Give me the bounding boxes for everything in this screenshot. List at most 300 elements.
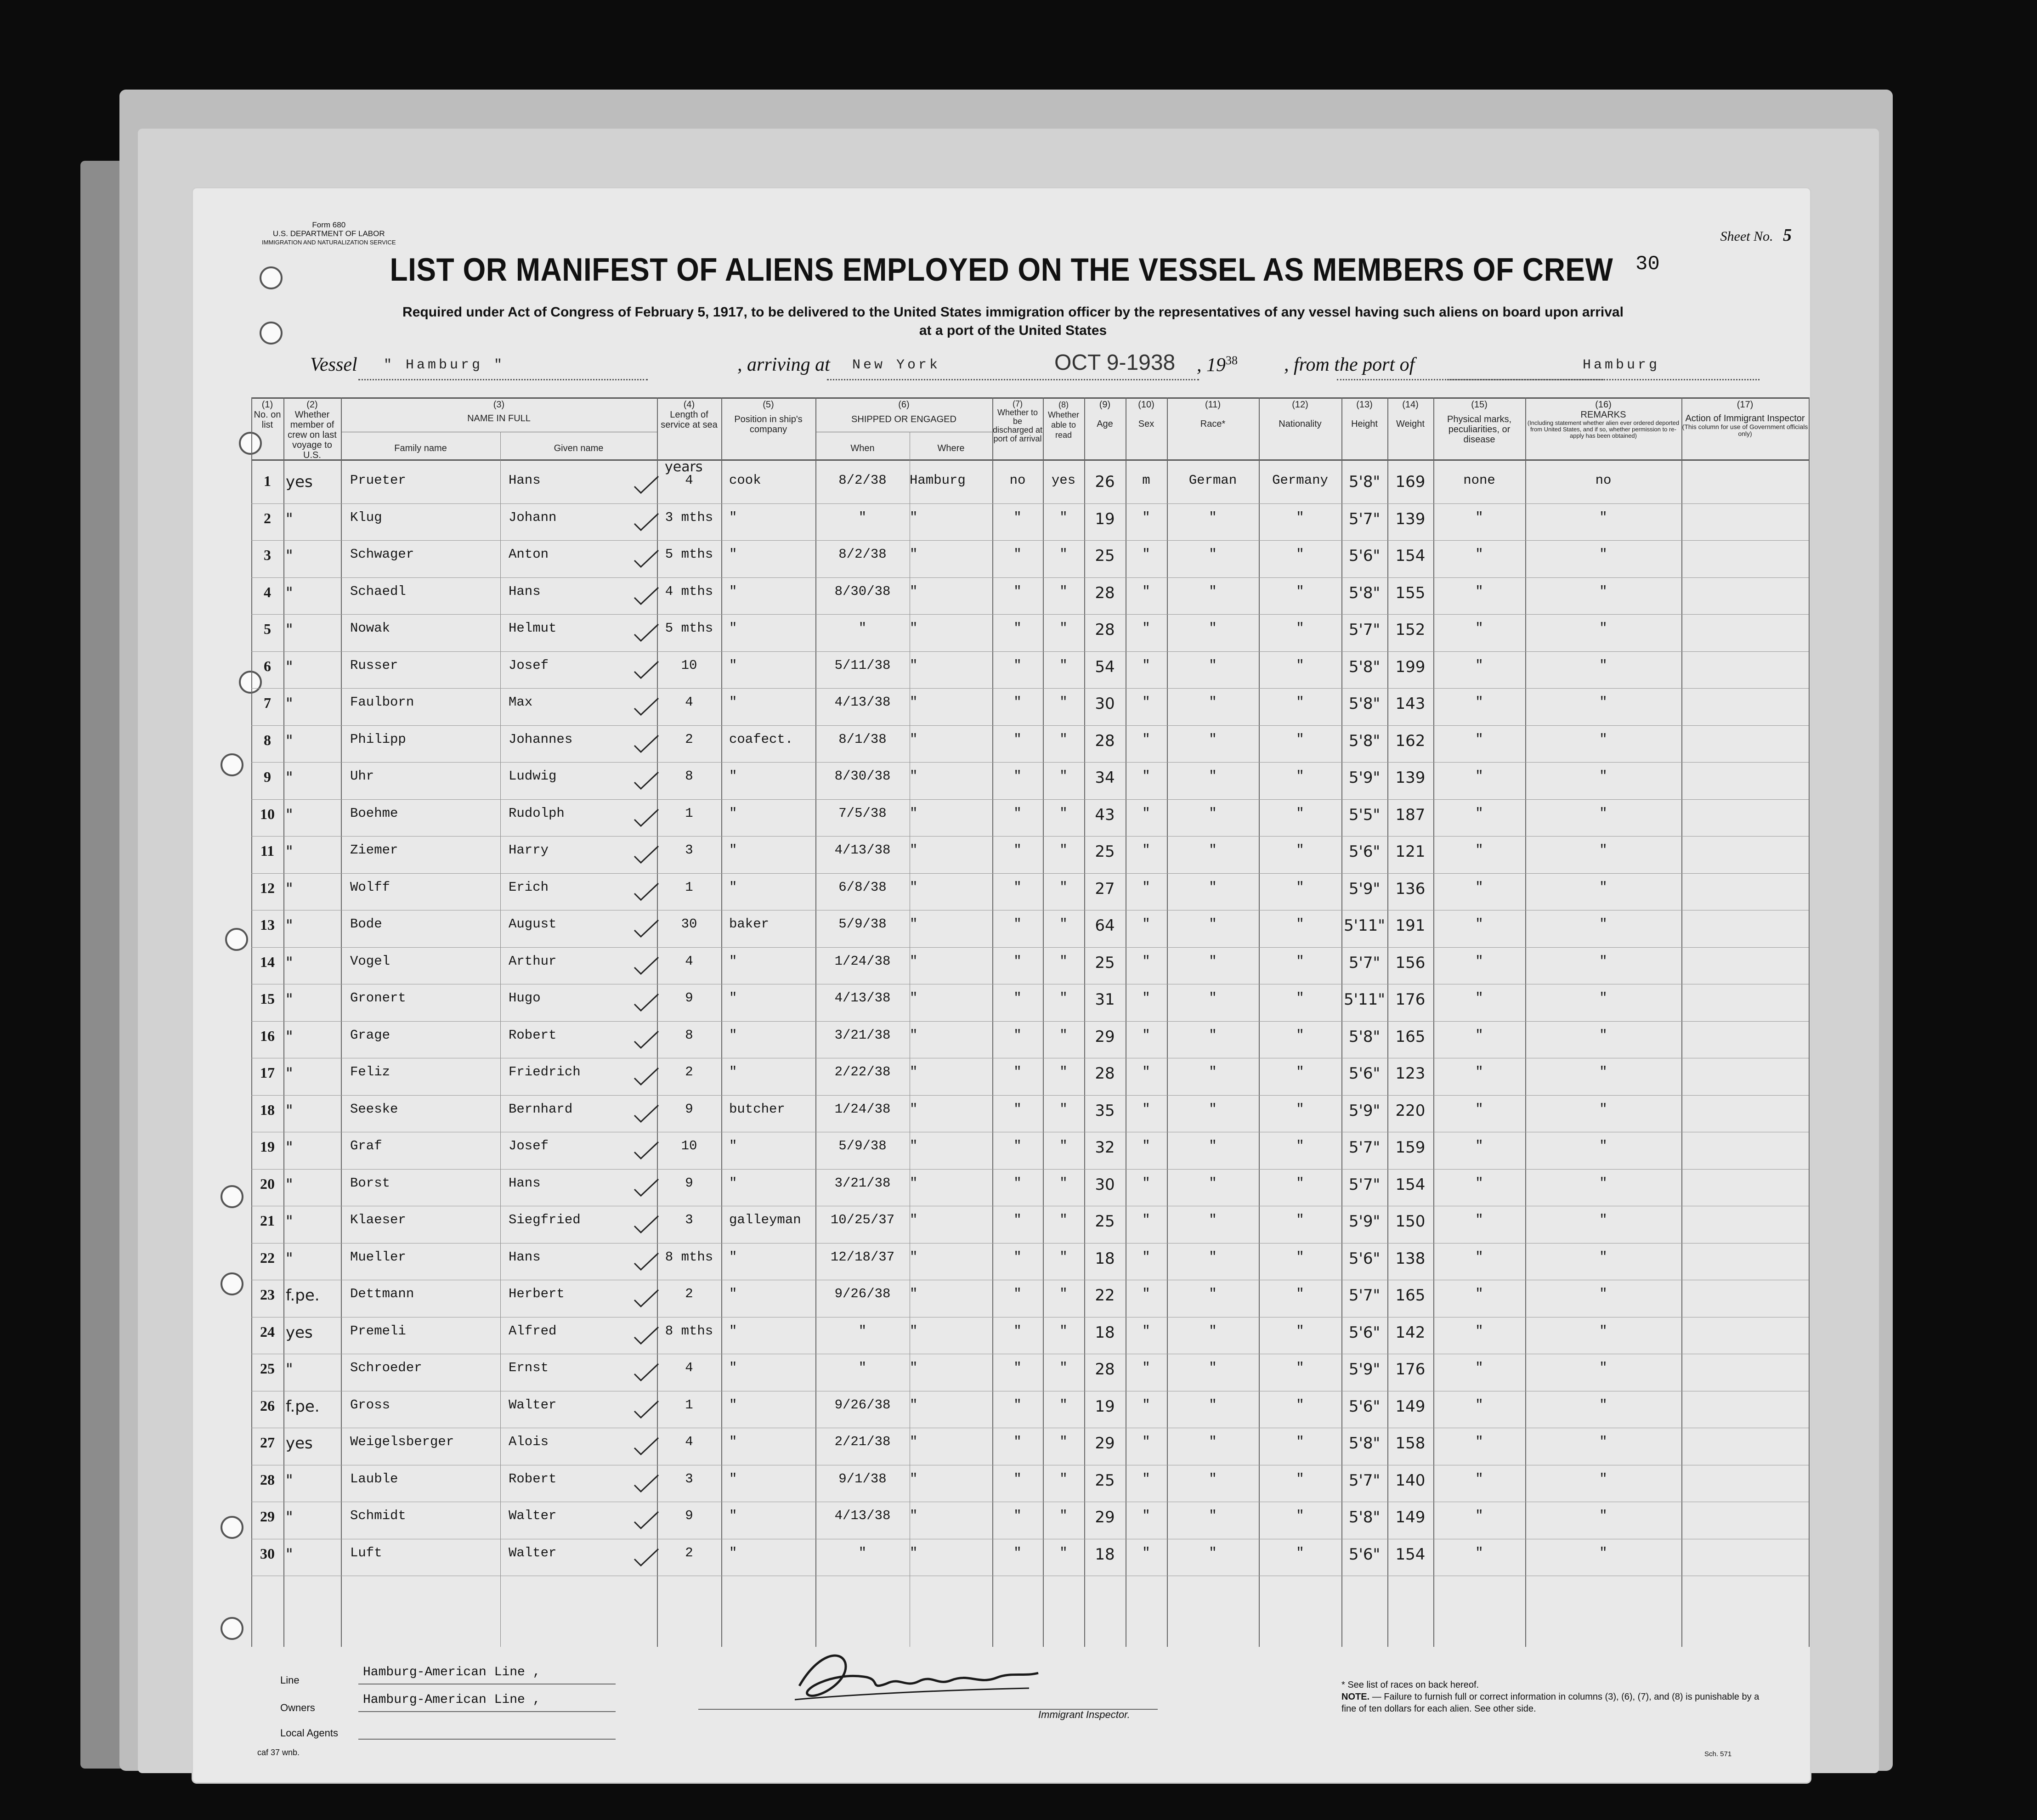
requirement-line-1: Required under Act of Congress of February 5, 1917, to be delivered to the United States immigration officer by the representatives of any vessel having such aliens on board upon arrival bbox=[402, 305, 1624, 320]
cell-family: Klug bbox=[350, 509, 382, 525]
cell-remarks: " bbox=[1599, 1434, 1607, 1449]
cell-race: " bbox=[1209, 1064, 1217, 1080]
cell-family: Dettmann bbox=[350, 1286, 414, 1301]
cell-sex: m bbox=[1142, 473, 1150, 488]
cell-when: 1/24/38 bbox=[834, 1101, 891, 1117]
cell-race: " bbox=[1209, 1471, 1217, 1487]
cell-sex: " bbox=[1142, 1323, 1150, 1339]
header-number: (1) bbox=[261, 400, 273, 410]
vessel-name: " Hamburg " bbox=[384, 357, 505, 373]
cell-where: " bbox=[910, 621, 918, 636]
cell-when: 8/30/38 bbox=[834, 769, 891, 784]
header-number: (9) bbox=[1099, 400, 1111, 410]
header-number: (12) bbox=[1292, 400, 1308, 410]
cell-when: 4/13/38 bbox=[834, 1508, 891, 1523]
cell-marks: " bbox=[1475, 509, 1483, 525]
cell-family: Boehme bbox=[350, 805, 398, 821]
header-number: (8) bbox=[1058, 400, 1069, 409]
cell-service: 1 bbox=[685, 805, 693, 821]
check-mark-icon bbox=[633, 475, 660, 495]
cell-no: 29 bbox=[260, 1508, 275, 1525]
manifest-sheet bbox=[193, 188, 1810, 1782]
cell-nationality: " bbox=[1296, 1212, 1304, 1227]
department-name: U.S. DEPARTMENT OF LABOR bbox=[272, 229, 385, 238]
cell-crew: " bbox=[286, 1360, 293, 1379]
cell-sex: " bbox=[1142, 1471, 1150, 1487]
header-label: Nationality bbox=[1279, 419, 1322, 429]
cell-race: " bbox=[1209, 1286, 1217, 1301]
cell-remarks: " bbox=[1599, 1508, 1607, 1523]
cell-weight: 191 bbox=[1395, 916, 1426, 935]
cell-family: Mueller bbox=[350, 1249, 406, 1265]
cell-position: " bbox=[729, 1138, 737, 1153]
cell-race: " bbox=[1209, 657, 1217, 673]
cell-nationality: " bbox=[1296, 657, 1304, 673]
cell-marks: " bbox=[1475, 1286, 1483, 1301]
cell-discharge: " bbox=[1013, 916, 1022, 932]
cell-no: 10 bbox=[260, 805, 275, 822]
arriving-label: , arriving at bbox=[737, 354, 830, 375]
cell-weight: 142 bbox=[1395, 1323, 1426, 1342]
header-race bbox=[1167, 400, 1259, 429]
cell-given: Walter bbox=[509, 1397, 557, 1413]
cell-marks: " bbox=[1475, 1434, 1483, 1449]
cell-when: 5/9/38 bbox=[838, 1138, 887, 1153]
table-row bbox=[251, 1391, 1809, 1429]
header-label: Weight bbox=[1396, 419, 1425, 429]
cell-height: 5'8" bbox=[1348, 473, 1381, 491]
cell-height: 5'7" bbox=[1348, 953, 1381, 972]
cell-marks: " bbox=[1475, 842, 1483, 858]
cell-family: Luft bbox=[350, 1545, 382, 1560]
cell-remarks: " bbox=[1599, 1545, 1607, 1560]
cell-nationality: " bbox=[1296, 621, 1304, 636]
cell-where: " bbox=[910, 805, 918, 821]
cell-service: 4 bbox=[685, 473, 693, 488]
cell-given: Walter bbox=[509, 1508, 557, 1523]
sheet-number-mark: 5 bbox=[1783, 226, 1792, 245]
cell-weight: 169 bbox=[1395, 473, 1426, 491]
cell-age: 30 bbox=[1095, 1175, 1115, 1194]
cell-weight: 176 bbox=[1395, 990, 1426, 1009]
cell-read: " bbox=[1059, 1508, 1068, 1523]
check-mark-icon bbox=[633, 1177, 660, 1198]
header-label: Position in ship's company bbox=[734, 414, 803, 435]
cell-family: Philipp bbox=[350, 731, 406, 747]
cell-when: 2/21/38 bbox=[834, 1434, 891, 1449]
check-mark-icon bbox=[633, 548, 660, 569]
cell-sex: " bbox=[1142, 657, 1150, 673]
cell-marks: " bbox=[1475, 769, 1483, 784]
cell-when: 3/21/38 bbox=[834, 1027, 891, 1043]
check-mark-icon bbox=[633, 586, 660, 606]
cell-where: " bbox=[910, 1545, 918, 1560]
cell-family: Schaedl bbox=[350, 583, 406, 599]
cell-crew: " bbox=[286, 1249, 293, 1268]
cell-nationality: Germany bbox=[1272, 473, 1328, 488]
header-label: Whether member of crew on last voyage to U.S. bbox=[288, 410, 337, 460]
cell-no: 20 bbox=[260, 1175, 275, 1192]
cell-marks: " bbox=[1475, 1508, 1483, 1523]
cell-read: " bbox=[1059, 1212, 1068, 1227]
check-mark-icon bbox=[633, 1362, 660, 1382]
cell-discharge: " bbox=[1013, 1323, 1022, 1339]
cell-where: " bbox=[910, 1508, 918, 1523]
check-mark-icon bbox=[633, 1547, 660, 1567]
table-row bbox=[251, 873, 1809, 911]
cell-weight: 143 bbox=[1395, 695, 1426, 713]
header-physical-marks bbox=[1433, 400, 1525, 445]
check-mark-icon bbox=[633, 918, 660, 938]
cell-when: 9/26/38 bbox=[834, 1397, 891, 1413]
cell-weight: 154 bbox=[1395, 1545, 1426, 1564]
arriving-port: New York bbox=[852, 357, 941, 373]
cell-discharge: " bbox=[1013, 953, 1022, 969]
cell-nationality: " bbox=[1296, 1508, 1304, 1523]
cell-remarks: " bbox=[1599, 695, 1607, 710]
cell-crew: " bbox=[286, 953, 293, 972]
cell-nationality: " bbox=[1296, 879, 1304, 895]
cell-marks: " bbox=[1475, 1360, 1483, 1375]
cell-age: 28 bbox=[1095, 621, 1115, 639]
cell-discharge: " bbox=[1013, 1027, 1022, 1043]
cell-weight: 136 bbox=[1395, 879, 1426, 898]
cell-race: " bbox=[1209, 1397, 1217, 1413]
cell-where: " bbox=[910, 1212, 918, 1227]
check-mark-icon bbox=[633, 1288, 660, 1308]
cell-height: 5'8" bbox=[1348, 583, 1381, 602]
cell-no: 22 bbox=[260, 1249, 275, 1266]
cell-height: 5'8" bbox=[1348, 1434, 1381, 1453]
cell-no: 27 bbox=[260, 1434, 275, 1451]
cell-crew: " bbox=[286, 1027, 293, 1046]
cell-no: 9 bbox=[264, 769, 271, 785]
cell-nationality: " bbox=[1296, 1360, 1304, 1375]
cell-service: 10 bbox=[681, 1138, 697, 1153]
cell-age: 28 bbox=[1095, 731, 1115, 750]
cell-marks: " bbox=[1475, 1471, 1483, 1487]
table-row bbox=[251, 577, 1809, 615]
check-mark-icon bbox=[633, 512, 660, 532]
header-number: (16) bbox=[1595, 400, 1612, 410]
table-row bbox=[251, 1095, 1809, 1133]
table-row bbox=[251, 1021, 1809, 1059]
local-agents-label: Local Agents bbox=[280, 1727, 338, 1739]
table-row bbox=[251, 1243, 1809, 1281]
cell-given: Anton bbox=[509, 547, 549, 562]
cell-age: 64 bbox=[1095, 916, 1115, 935]
cell-marks: " bbox=[1475, 731, 1483, 747]
cell-age: 25 bbox=[1095, 547, 1115, 565]
cell-height: 5'6" bbox=[1348, 1397, 1381, 1416]
cell-weight: 187 bbox=[1395, 805, 1426, 824]
cell-race: " bbox=[1209, 1360, 1217, 1375]
cell-crew: " bbox=[286, 1101, 293, 1120]
check-mark-icon bbox=[633, 1510, 660, 1530]
check-mark-icon bbox=[633, 1473, 660, 1493]
cell-weight: 199 bbox=[1395, 657, 1426, 676]
header-no-on-list bbox=[251, 400, 283, 430]
cell-when: 9/26/38 bbox=[834, 1286, 891, 1301]
cell-race: " bbox=[1209, 1138, 1217, 1153]
sheet-number bbox=[1720, 225, 1792, 245]
table-row bbox=[251, 1502, 1809, 1539]
cell-where: " bbox=[910, 1471, 918, 1487]
cell-when: 8/1/38 bbox=[838, 731, 887, 747]
cell-discharge: " bbox=[1013, 1545, 1022, 1560]
cell-crew: f.pe. bbox=[286, 1397, 320, 1416]
cell-marks: " bbox=[1475, 1397, 1483, 1413]
table-top-rule bbox=[251, 397, 1809, 399]
table-row bbox=[251, 836, 1809, 874]
cell-position: galleyman bbox=[729, 1212, 801, 1227]
cell-marks: " bbox=[1475, 657, 1483, 673]
cell-weight: 138 bbox=[1395, 1249, 1426, 1268]
cell-remarks: " bbox=[1599, 1471, 1607, 1487]
cell-when: 3/21/38 bbox=[834, 1175, 891, 1191]
cell-position: " bbox=[729, 1323, 737, 1339]
cell-height: 5'7" bbox=[1348, 621, 1381, 639]
header-family-name: Family name bbox=[394, 443, 447, 453]
cell-given: Erich bbox=[509, 879, 549, 895]
cell-given: Siegfried bbox=[509, 1212, 581, 1227]
cell-age: 54 bbox=[1095, 657, 1115, 676]
cell-service: 3 bbox=[685, 1471, 693, 1487]
cell-read: " bbox=[1059, 1175, 1068, 1191]
cell-family: Feliz bbox=[350, 1064, 390, 1080]
cell-age: 27 bbox=[1095, 879, 1115, 898]
cell-where: " bbox=[910, 842, 918, 858]
cell-family: Bode bbox=[350, 916, 382, 932]
cell-where: " bbox=[910, 695, 918, 710]
cell-age: 35 bbox=[1095, 1101, 1115, 1120]
cell-when: 10/25/37 bbox=[830, 1212, 895, 1227]
header-label: No. on list bbox=[254, 410, 281, 430]
cell-remarks: " bbox=[1599, 657, 1607, 673]
cell-marks: " bbox=[1475, 1323, 1483, 1339]
cell-age: 30 bbox=[1095, 695, 1115, 713]
cell-race: " bbox=[1209, 1101, 1217, 1117]
cell-height: 5'9" bbox=[1348, 769, 1381, 787]
cell-weight: 123 bbox=[1395, 1064, 1426, 1083]
check-mark-icon bbox=[633, 1103, 660, 1124]
cell-remarks: " bbox=[1599, 1360, 1607, 1375]
line-value: Hamburg-American Line , bbox=[363, 1665, 541, 1679]
cell-given: Ludwig bbox=[509, 769, 557, 784]
page-title: LIST OR MANIFEST OF ALIENS EMPLOYED ON THE VESSEL AS MEMBERS OF CREW bbox=[390, 251, 1613, 288]
form-identifier bbox=[262, 220, 396, 247]
cell-remarks: " bbox=[1599, 769, 1607, 784]
owners-underline bbox=[358, 1711, 616, 1712]
check-mark-icon bbox=[633, 1325, 660, 1345]
cell-crew: " bbox=[286, 583, 293, 602]
cell-crew: yes bbox=[286, 473, 313, 491]
cell-discharge: " bbox=[1013, 695, 1022, 710]
cell-age: 18 bbox=[1095, 1249, 1115, 1268]
cell-family: Klaeser bbox=[350, 1212, 406, 1227]
cell-height: 5'6" bbox=[1348, 1323, 1381, 1342]
cell-where: " bbox=[910, 1286, 918, 1301]
cell-marks: " bbox=[1475, 695, 1483, 710]
cell-sex: " bbox=[1142, 621, 1150, 636]
cell-sex: " bbox=[1142, 879, 1150, 895]
cell-crew: " bbox=[286, 509, 293, 528]
form-code: Sch. 571 bbox=[1704, 1750, 1732, 1758]
header-inspector-action bbox=[1681, 400, 1809, 437]
table-row bbox=[251, 799, 1809, 837]
cell-where: " bbox=[910, 547, 918, 562]
year-suffix: 38 bbox=[1226, 354, 1238, 367]
cell-race: " bbox=[1209, 990, 1217, 1006]
cell-weight: 149 bbox=[1395, 1508, 1426, 1526]
cell-read: " bbox=[1059, 990, 1068, 1006]
cell-height: 5'9" bbox=[1348, 1101, 1381, 1120]
header-number: (11) bbox=[1205, 400, 1221, 410]
from-port: Hamburg bbox=[1583, 357, 1660, 373]
header-label: SHIPPED OR ENGAGED bbox=[851, 414, 956, 424]
cell-position: cook bbox=[729, 473, 761, 488]
cell-where: " bbox=[910, 990, 918, 1006]
cell-height: 5'6" bbox=[1348, 842, 1381, 861]
cell-nationality: " bbox=[1296, 953, 1304, 969]
cell-position: " bbox=[729, 657, 737, 673]
cell-where: " bbox=[910, 1175, 918, 1191]
cell-discharge: " bbox=[1013, 731, 1022, 747]
cell-remarks: " bbox=[1599, 1212, 1607, 1227]
cell-height: 5'6" bbox=[1348, 547, 1381, 565]
cell-nationality: " bbox=[1296, 1323, 1304, 1339]
cell-height: 5'6" bbox=[1348, 1064, 1381, 1083]
cell-race: " bbox=[1209, 916, 1217, 932]
cell-read: " bbox=[1059, 1286, 1068, 1301]
cell-race: " bbox=[1209, 805, 1217, 821]
cell-sex: " bbox=[1142, 1101, 1150, 1117]
cell-given: Walter bbox=[509, 1545, 557, 1560]
cell-age: 28 bbox=[1095, 1360, 1115, 1379]
cell-no: 11 bbox=[260, 842, 275, 859]
cell-no: 12 bbox=[260, 879, 275, 896]
cell-height: 5'9" bbox=[1348, 1360, 1381, 1379]
table-row bbox=[251, 1428, 1809, 1465]
cell-where: Hamburg bbox=[910, 473, 966, 488]
table-row bbox=[251, 1206, 1809, 1243]
header-label: Sex bbox=[1138, 419, 1154, 429]
table-row bbox=[251, 762, 1809, 800]
cell-no: 16 bbox=[260, 1027, 275, 1044]
cell-nationality: " bbox=[1296, 1175, 1304, 1191]
cell-discharge: " bbox=[1013, 879, 1022, 895]
cell-discharge: " bbox=[1013, 1175, 1022, 1191]
cell-age: 32 bbox=[1095, 1138, 1115, 1157]
binder-hole bbox=[221, 753, 243, 776]
header-label: NAME IN FULL bbox=[467, 413, 531, 424]
cell-when: " bbox=[858, 1323, 867, 1339]
port-dotted-line bbox=[1447, 379, 1760, 380]
cell-given: Hugo bbox=[509, 990, 541, 1006]
cell-service: 5 mths bbox=[665, 547, 713, 562]
header-number: (17) bbox=[1737, 400, 1754, 410]
arrival-dotted-line bbox=[827, 379, 1199, 380]
cell-remarks: " bbox=[1599, 1027, 1607, 1043]
cell-crew: " bbox=[286, 879, 293, 898]
line-label: Line bbox=[280, 1674, 300, 1686]
cell-when: 4/13/38 bbox=[834, 695, 891, 710]
cell-discharge: " bbox=[1013, 1138, 1022, 1153]
cell-position: " bbox=[729, 1434, 737, 1449]
cell-age: 43 bbox=[1095, 805, 1115, 824]
cell-discharge: " bbox=[1013, 547, 1022, 562]
cell-no: 6 bbox=[264, 657, 271, 674]
cell-service: 3 bbox=[685, 1212, 693, 1227]
cell-position: " bbox=[729, 1286, 737, 1301]
cell-position: " bbox=[729, 842, 737, 858]
cell-where: " bbox=[910, 1397, 918, 1413]
cell-crew: " bbox=[286, 805, 293, 824]
cell-no: 28 bbox=[260, 1471, 275, 1488]
cell-given: Ernst bbox=[509, 1360, 549, 1375]
cell-race: " bbox=[1209, 953, 1217, 969]
cell-height: 5'9" bbox=[1348, 1212, 1381, 1231]
cell-where: " bbox=[910, 509, 918, 525]
check-mark-icon bbox=[633, 992, 660, 1012]
cell-read: " bbox=[1059, 547, 1068, 562]
sheet-number-label: Sheet No. bbox=[1720, 229, 1773, 244]
cell-weight: 140 bbox=[1395, 1471, 1426, 1490]
cell-service: 4 bbox=[685, 1360, 693, 1375]
check-mark-icon bbox=[633, 1140, 660, 1160]
header-remarks bbox=[1525, 400, 1681, 439]
cell-weight: 149 bbox=[1395, 1397, 1426, 1416]
cell-remarks: " bbox=[1599, 621, 1607, 636]
cell-marks: none bbox=[1463, 473, 1495, 488]
cell-read: " bbox=[1059, 1360, 1068, 1375]
cell-age: 28 bbox=[1095, 1064, 1115, 1083]
cell-position: coafect. bbox=[729, 731, 793, 747]
table-row bbox=[251, 651, 1809, 689]
cell-given: Hans bbox=[509, 473, 541, 488]
cell-when: 2/22/38 bbox=[834, 1064, 891, 1080]
cell-nationality: " bbox=[1296, 842, 1304, 858]
cell-sex: " bbox=[1142, 509, 1150, 525]
cell-discharge: " bbox=[1013, 509, 1022, 525]
cell-height: 5'11" bbox=[1344, 990, 1385, 1009]
cell-height: 5'8" bbox=[1348, 695, 1381, 713]
header-given-name: Given name bbox=[554, 443, 604, 453]
cell-nationality: " bbox=[1296, 509, 1304, 525]
owners-value: Hamburg-American Line , bbox=[363, 1693, 541, 1707]
cell-crew: " bbox=[286, 547, 293, 565]
cell-no: 23 bbox=[260, 1286, 275, 1303]
table-row bbox=[251, 1317, 1809, 1355]
cell-sex: " bbox=[1142, 1508, 1150, 1523]
cell-no: 5 bbox=[264, 621, 271, 637]
cell-service: 10 bbox=[681, 657, 697, 673]
cell-where: " bbox=[910, 1249, 918, 1265]
cell-marks: " bbox=[1475, 990, 1483, 1006]
cell-weight: 159 bbox=[1395, 1138, 1426, 1157]
cell-remarks: " bbox=[1599, 842, 1607, 858]
cell-service: 4 bbox=[685, 1434, 693, 1449]
cell-when: 7/5/38 bbox=[838, 805, 887, 821]
table-row bbox=[251, 1169, 1809, 1207]
cell-race: German bbox=[1188, 473, 1237, 488]
cell-position: " bbox=[729, 547, 737, 562]
cell-nationality: " bbox=[1296, 1434, 1304, 1449]
cell-crew: " bbox=[286, 1508, 293, 1526]
cell-read: " bbox=[1059, 1397, 1068, 1413]
check-mark-icon bbox=[633, 955, 660, 976]
cell-position: " bbox=[729, 1545, 737, 1560]
